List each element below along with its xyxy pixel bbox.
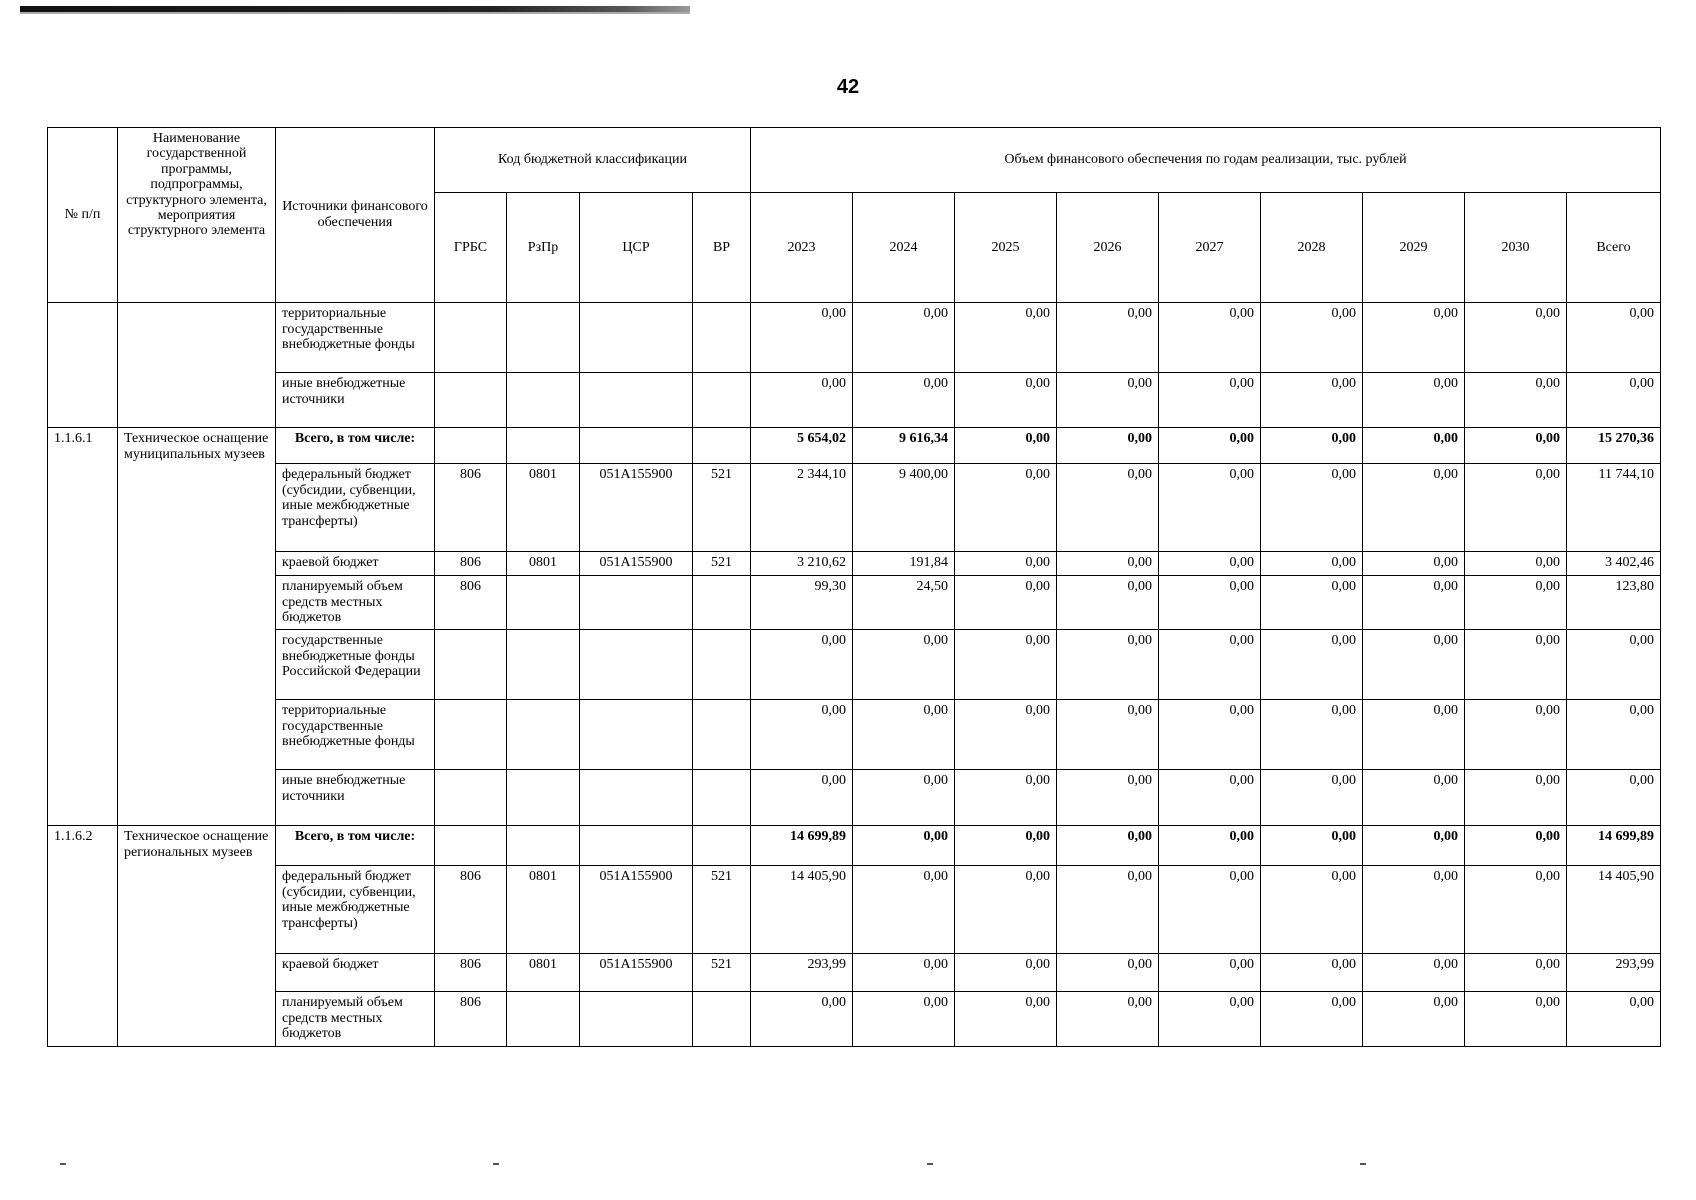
code-grbs bbox=[435, 303, 507, 373]
code-rzpr: 0801 bbox=[507, 866, 580, 954]
code-grbs bbox=[435, 826, 507, 866]
value-2026: 0,00 bbox=[1057, 303, 1159, 373]
value-2028: 0,00 bbox=[1261, 992, 1363, 1047]
value-2027: 0,00 bbox=[1159, 373, 1261, 428]
value-total: 0,00 bbox=[1567, 770, 1661, 826]
table-row bbox=[48, 373, 1661, 428]
value-2030: 0,00 bbox=[1465, 576, 1567, 630]
item-index bbox=[48, 303, 118, 428]
value-2025: 0,00 bbox=[955, 866, 1057, 954]
value-2026: 0,00 bbox=[1057, 630, 1159, 700]
value-total: 0,00 bbox=[1567, 373, 1661, 428]
table-row bbox=[48, 700, 1661, 770]
funding-source: федеральный бюджет (субсидии, субвенции, иные межбюджетные трансферты) bbox=[276, 866, 435, 954]
value-2030: 0,00 bbox=[1465, 630, 1567, 700]
value-2028: 0,00 bbox=[1261, 464, 1363, 552]
value-2029: 0,00 bbox=[1363, 428, 1465, 464]
code-vr: 521 bbox=[693, 954, 751, 992]
value-2028: 0,00 bbox=[1261, 770, 1363, 826]
value-2023: 0,00 bbox=[751, 630, 853, 700]
value-2023: 2 344,10 bbox=[751, 464, 853, 552]
value-2026: 0,00 bbox=[1057, 700, 1159, 770]
value-2024: 24,50 bbox=[853, 576, 955, 630]
value-2024: 0,00 bbox=[853, 630, 955, 700]
header-volume-group: Объем финансового обеспечения по годам реализации, тыс. рублей bbox=[751, 128, 1661, 193]
code-vr: 521 bbox=[693, 464, 751, 552]
code-csr bbox=[580, 826, 693, 866]
value-2027: 0,00 bbox=[1159, 770, 1261, 826]
table-row bbox=[48, 303, 1661, 373]
code-rzpr bbox=[507, 303, 580, 373]
value-2029: 0,00 bbox=[1363, 700, 1465, 770]
value-2025: 0,00 bbox=[955, 303, 1057, 373]
code-rzpr: 0801 bbox=[507, 464, 580, 552]
value-2026: 0,00 bbox=[1057, 576, 1159, 630]
code-vr bbox=[693, 576, 751, 630]
code-rzpr bbox=[507, 630, 580, 700]
code-csr bbox=[580, 428, 693, 464]
value-2024: 0,00 bbox=[853, 826, 955, 866]
code-csr: 051А155900 bbox=[580, 552, 693, 576]
value-2029: 0,00 bbox=[1363, 992, 1465, 1047]
scan-mark bbox=[927, 1163, 933, 1165]
value-2025: 0,00 bbox=[955, 552, 1057, 576]
code-grbs: 806 bbox=[435, 992, 507, 1047]
header-kbk-group: Код бюджетной классификации bbox=[435, 128, 751, 193]
value-2028: 0,00 bbox=[1261, 373, 1363, 428]
header-year-2024: 2024 bbox=[853, 193, 955, 303]
code-vr bbox=[693, 303, 751, 373]
value-2027: 0,00 bbox=[1159, 464, 1261, 552]
code-grbs bbox=[435, 428, 507, 464]
value-total: 15 270,36 bbox=[1567, 428, 1661, 464]
code-rzpr: 0801 bbox=[507, 552, 580, 576]
code-grbs bbox=[435, 770, 507, 826]
value-2029: 0,00 bbox=[1363, 576, 1465, 630]
code-vr bbox=[693, 700, 751, 770]
funding-source: Всего, в том числе: bbox=[276, 428, 435, 464]
value-total: 11 744,10 bbox=[1567, 464, 1661, 552]
value-2024: 191,84 bbox=[853, 552, 955, 576]
header-year-2029: 2029 bbox=[1363, 193, 1465, 303]
code-rzpr bbox=[507, 700, 580, 770]
funding-source: территориальные государственные внебюджетные фонды bbox=[276, 700, 435, 770]
value-2025: 0,00 bbox=[955, 992, 1057, 1047]
code-grbs: 806 bbox=[435, 954, 507, 992]
code-vr bbox=[693, 992, 751, 1047]
value-2028: 0,00 bbox=[1261, 303, 1363, 373]
value-2028: 0,00 bbox=[1261, 866, 1363, 954]
value-total: 0,00 bbox=[1567, 303, 1661, 373]
header-num: № п/п bbox=[48, 128, 118, 303]
item-name: Техническое оснащение региональных музеев bbox=[118, 826, 276, 1047]
value-2023: 14 699,89 bbox=[751, 826, 853, 866]
value-2027: 0,00 bbox=[1159, 992, 1261, 1047]
code-grbs bbox=[435, 700, 507, 770]
value-2023: 0,00 bbox=[751, 373, 853, 428]
value-2023: 0,00 bbox=[751, 700, 853, 770]
table-row bbox=[48, 826, 1661, 866]
value-2025: 0,00 bbox=[955, 630, 1057, 700]
header-year-2027: 2027 bbox=[1159, 193, 1261, 303]
code-grbs: 806 bbox=[435, 866, 507, 954]
code-rzpr bbox=[507, 373, 580, 428]
value-2024: 9 616,34 bbox=[853, 428, 955, 464]
value-2023: 14 405,90 bbox=[751, 866, 853, 954]
value-2030: 0,00 bbox=[1465, 464, 1567, 552]
value-2027: 0,00 bbox=[1159, 826, 1261, 866]
header-csr: ЦСР bbox=[580, 193, 693, 303]
value-2026: 0,00 bbox=[1057, 552, 1159, 576]
value-2023: 5 654,02 bbox=[751, 428, 853, 464]
value-2026: 0,00 bbox=[1057, 866, 1159, 954]
value-2025: 0,00 bbox=[955, 826, 1057, 866]
value-2027: 0,00 bbox=[1159, 576, 1261, 630]
item-name: Техническое оснащение муниципальных музеев bbox=[118, 428, 276, 826]
value-2030: 0,00 bbox=[1465, 992, 1567, 1047]
value-total: 14 405,90 bbox=[1567, 866, 1661, 954]
header-year-2028: 2028 bbox=[1261, 193, 1363, 303]
funding-source: краевой бюджет bbox=[276, 552, 435, 576]
header-year-2030: 2030 bbox=[1465, 193, 1567, 303]
value-2024: 0,00 bbox=[853, 770, 955, 826]
value-2025: 0,00 bbox=[955, 428, 1057, 464]
value-2023: 0,00 bbox=[751, 303, 853, 373]
value-2025: 0,00 bbox=[955, 373, 1057, 428]
code-rzpr bbox=[507, 428, 580, 464]
code-grbs: 806 bbox=[435, 576, 507, 630]
code-csr bbox=[580, 992, 693, 1047]
funding-source: территориальные государственные внебюджетные фонды bbox=[276, 303, 435, 373]
page-number: 42 bbox=[836, 76, 860, 98]
value-2025: 0,00 bbox=[955, 770, 1057, 826]
value-2026: 0,00 bbox=[1057, 464, 1159, 552]
code-grbs: 806 bbox=[435, 464, 507, 552]
code-csr: 051А155900 bbox=[580, 954, 693, 992]
value-total: 3 402,46 bbox=[1567, 552, 1661, 576]
value-2023: 0,00 bbox=[751, 992, 853, 1047]
code-vr: 521 bbox=[693, 552, 751, 576]
value-2024: 0,00 bbox=[853, 954, 955, 992]
value-2024: 0,00 bbox=[853, 866, 955, 954]
value-total: 0,00 bbox=[1567, 630, 1661, 700]
value-2026: 0,00 bbox=[1057, 770, 1159, 826]
scan-mark bbox=[493, 1163, 499, 1165]
value-total: 0,00 bbox=[1567, 700, 1661, 770]
code-grbs bbox=[435, 373, 507, 428]
code-rzpr bbox=[507, 770, 580, 826]
value-2030: 0,00 bbox=[1465, 373, 1567, 428]
table-body bbox=[48, 303, 1661, 1047]
value-2030: 0,00 bbox=[1465, 428, 1567, 464]
code-csr bbox=[580, 700, 693, 770]
value-2023: 99,30 bbox=[751, 576, 853, 630]
code-rzpr bbox=[507, 826, 580, 866]
value-2030: 0,00 bbox=[1465, 552, 1567, 576]
value-total: 293,99 bbox=[1567, 954, 1661, 992]
value-2029: 0,00 bbox=[1363, 373, 1465, 428]
value-2028: 0,00 bbox=[1261, 630, 1363, 700]
code-grbs: 806 bbox=[435, 552, 507, 576]
value-2030: 0,00 bbox=[1465, 954, 1567, 992]
code-vr bbox=[693, 770, 751, 826]
value-2025: 0,00 bbox=[955, 700, 1057, 770]
scan-edge-line bbox=[20, 12, 690, 14]
financing-table bbox=[47, 127, 1661, 1047]
value-2023: 3 210,62 bbox=[751, 552, 853, 576]
funding-source: краевой бюджет bbox=[276, 954, 435, 992]
table-row bbox=[48, 464, 1661, 552]
value-2028: 0,00 bbox=[1261, 700, 1363, 770]
table-row bbox=[48, 576, 1661, 630]
value-2028: 0,00 bbox=[1261, 826, 1363, 866]
value-2026: 0,00 bbox=[1057, 954, 1159, 992]
table-row bbox=[48, 770, 1661, 826]
table-row bbox=[48, 866, 1661, 954]
value-2029: 0,00 bbox=[1363, 770, 1465, 826]
code-rzpr bbox=[507, 576, 580, 630]
value-2030: 0,00 bbox=[1465, 826, 1567, 866]
value-2029: 0,00 bbox=[1363, 303, 1465, 373]
table-row bbox=[48, 552, 1661, 576]
value-2027: 0,00 bbox=[1159, 630, 1261, 700]
table-row bbox=[48, 428, 1661, 464]
value-2028: 0,00 bbox=[1261, 552, 1363, 576]
funding-source: Всего, в том числе: bbox=[276, 826, 435, 866]
funding-source: иные внебюджетные источники bbox=[276, 770, 435, 826]
value-2026: 0,00 bbox=[1057, 826, 1159, 866]
value-2024: 9 400,00 bbox=[853, 464, 955, 552]
value-2030: 0,00 bbox=[1465, 303, 1567, 373]
value-2027: 0,00 bbox=[1159, 428, 1261, 464]
code-vr bbox=[693, 428, 751, 464]
value-2029: 0,00 bbox=[1363, 630, 1465, 700]
value-2028: 0,00 bbox=[1261, 428, 1363, 464]
value-2029: 0,00 bbox=[1363, 954, 1465, 992]
value-2026: 0,00 bbox=[1057, 992, 1159, 1047]
header-year-2026: 2026 bbox=[1057, 193, 1159, 303]
code-rzpr bbox=[507, 992, 580, 1047]
funding-source: иные внебюджетные источники bbox=[276, 373, 435, 428]
value-2028: 0,00 bbox=[1261, 576, 1363, 630]
header-total: Всего bbox=[1567, 193, 1661, 303]
value-2027: 0,00 bbox=[1159, 954, 1261, 992]
funding-source: планируемый объем средств местных бюджетов bbox=[276, 576, 435, 630]
value-2029: 0,00 bbox=[1363, 552, 1465, 576]
table-header bbox=[48, 128, 1661, 303]
table-row bbox=[48, 992, 1661, 1047]
code-grbs bbox=[435, 630, 507, 700]
code-csr bbox=[580, 630, 693, 700]
value-2023: 0,00 bbox=[751, 770, 853, 826]
header-year-2023: 2023 bbox=[751, 193, 853, 303]
value-2029: 0,00 bbox=[1363, 464, 1465, 552]
funding-source: федеральный бюджет (субсидии, субвенции, иные межбюджетные трансферты) bbox=[276, 464, 435, 552]
value-2027: 0,00 bbox=[1159, 700, 1261, 770]
value-2030: 0,00 bbox=[1465, 866, 1567, 954]
value-2027: 0,00 bbox=[1159, 552, 1261, 576]
value-2024: 0,00 bbox=[853, 700, 955, 770]
code-csr bbox=[580, 770, 693, 826]
value-2025: 0,00 bbox=[955, 954, 1057, 992]
header-rzpr: РзПр bbox=[507, 193, 580, 303]
code-rzpr: 0801 bbox=[507, 954, 580, 992]
code-csr: 051А155900 bbox=[580, 866, 693, 954]
item-index: 1.1.6.1 bbox=[48, 428, 118, 826]
header-source: Источники финансового обеспечения bbox=[276, 128, 435, 303]
value-2028: 0,00 bbox=[1261, 954, 1363, 992]
funding-source: государственные внебюджетные фонды Российской Федерации bbox=[276, 630, 435, 700]
item-index: 1.1.6.2 bbox=[48, 826, 118, 1047]
value-total: 0,00 bbox=[1567, 992, 1661, 1047]
value-2029: 0,00 bbox=[1363, 826, 1465, 866]
value-total: 123,80 bbox=[1567, 576, 1661, 630]
value-2025: 0,00 bbox=[955, 464, 1057, 552]
value-2025: 0,00 bbox=[955, 576, 1057, 630]
code-vr bbox=[693, 826, 751, 866]
code-vr: 521 bbox=[693, 866, 751, 954]
value-2027: 0,00 bbox=[1159, 303, 1261, 373]
header-grbs: ГРБС bbox=[435, 193, 507, 303]
value-2023: 293,99 bbox=[751, 954, 853, 992]
table-row bbox=[48, 954, 1661, 992]
code-vr bbox=[693, 630, 751, 700]
value-2024: 0,00 bbox=[853, 373, 955, 428]
funding-source: планируемый объем средств местных бюджетов bbox=[276, 992, 435, 1047]
value-total: 14 699,89 bbox=[1567, 826, 1661, 866]
code-csr bbox=[580, 303, 693, 373]
value-2026: 0,00 bbox=[1057, 428, 1159, 464]
header-vr: ВР bbox=[693, 193, 751, 303]
table-row bbox=[48, 630, 1661, 700]
header-program-name: Наименование государственной программы, подпрограммы, структурного элемента, мероприятия структурного элемента bbox=[118, 128, 276, 303]
header-year-2025: 2025 bbox=[955, 193, 1057, 303]
code-csr: 051А155900 bbox=[580, 464, 693, 552]
item-name bbox=[118, 303, 276, 428]
value-2030: 0,00 bbox=[1465, 770, 1567, 826]
scan-mark bbox=[60, 1163, 66, 1165]
code-vr bbox=[693, 373, 751, 428]
code-csr bbox=[580, 576, 693, 630]
code-csr bbox=[580, 373, 693, 428]
value-2024: 0,00 bbox=[853, 303, 955, 373]
value-2029: 0,00 bbox=[1363, 866, 1465, 954]
value-2030: 0,00 bbox=[1465, 700, 1567, 770]
scan-mark bbox=[1360, 1163, 1366, 1165]
value-2026: 0,00 bbox=[1057, 373, 1159, 428]
value-2024: 0,00 bbox=[853, 992, 955, 1047]
value-2027: 0,00 bbox=[1159, 866, 1261, 954]
